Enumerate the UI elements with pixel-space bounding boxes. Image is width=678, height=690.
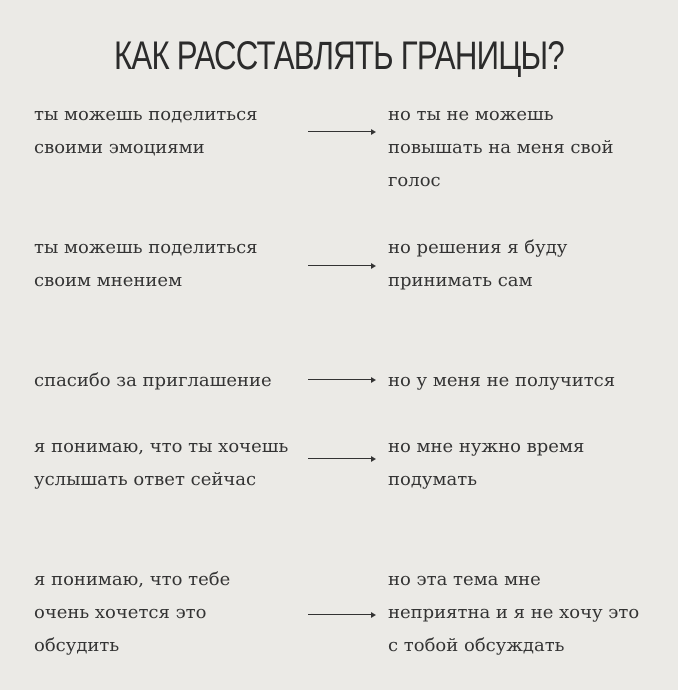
phrase-right <box>388 364 668 397</box>
phrase-line: спасибо за приглашение <box>34 370 272 391</box>
phrase-line: но решения я буду <box>388 237 568 258</box>
phrase-line: услышать ответ сейчас <box>34 469 257 490</box>
phrase-line: своим мнением <box>34 270 183 291</box>
phrase-line: но ты не можешь <box>388 104 554 125</box>
phrase-line: с тобой обсуждать <box>388 635 565 656</box>
phrase-line: но у меня не получится <box>388 370 616 391</box>
phrase-left <box>34 98 309 164</box>
phrase-right <box>388 231 668 297</box>
phrase-line: подумать <box>388 469 477 490</box>
page-title: КАК РАССТАВЛЯТЬ ГРАНИЦЫ? <box>114 34 564 78</box>
phrase-line: ты можешь поделиться <box>34 104 258 125</box>
phrase-line: обсудить <box>34 635 120 656</box>
phrase-right <box>388 430 668 496</box>
phrase-line: но мне нужно время <box>388 436 585 457</box>
phrase-left <box>34 563 309 662</box>
arrow-icon <box>308 129 376 135</box>
phrase-line: ты можешь поделиться <box>34 237 258 258</box>
phrase-right <box>388 98 668 197</box>
phrase-line: но эта тема мне <box>388 569 541 590</box>
phrase-left <box>34 430 309 496</box>
phrase-line: очень хочется это <box>34 602 207 623</box>
arrow-icon <box>308 377 376 383</box>
arrow-icon <box>308 456 376 462</box>
phrase-line: голос <box>388 170 441 191</box>
phrase-line: повышать на меня свой <box>388 137 614 158</box>
phrase-left <box>34 231 309 297</box>
phrase-left <box>34 364 309 397</box>
phrase-line: неприятна и я не хочу это <box>388 602 640 623</box>
arrow-icon <box>308 612 376 618</box>
phrase-line: своими эмоциями <box>34 137 205 158</box>
phrase-line: я понимаю, что тебе <box>34 569 231 590</box>
arrow-icon <box>308 263 376 269</box>
phrase-line: принимать сам <box>388 270 533 291</box>
phrase-line: я понимаю, что ты хочешь <box>34 436 289 457</box>
phrase-right <box>388 563 668 662</box>
